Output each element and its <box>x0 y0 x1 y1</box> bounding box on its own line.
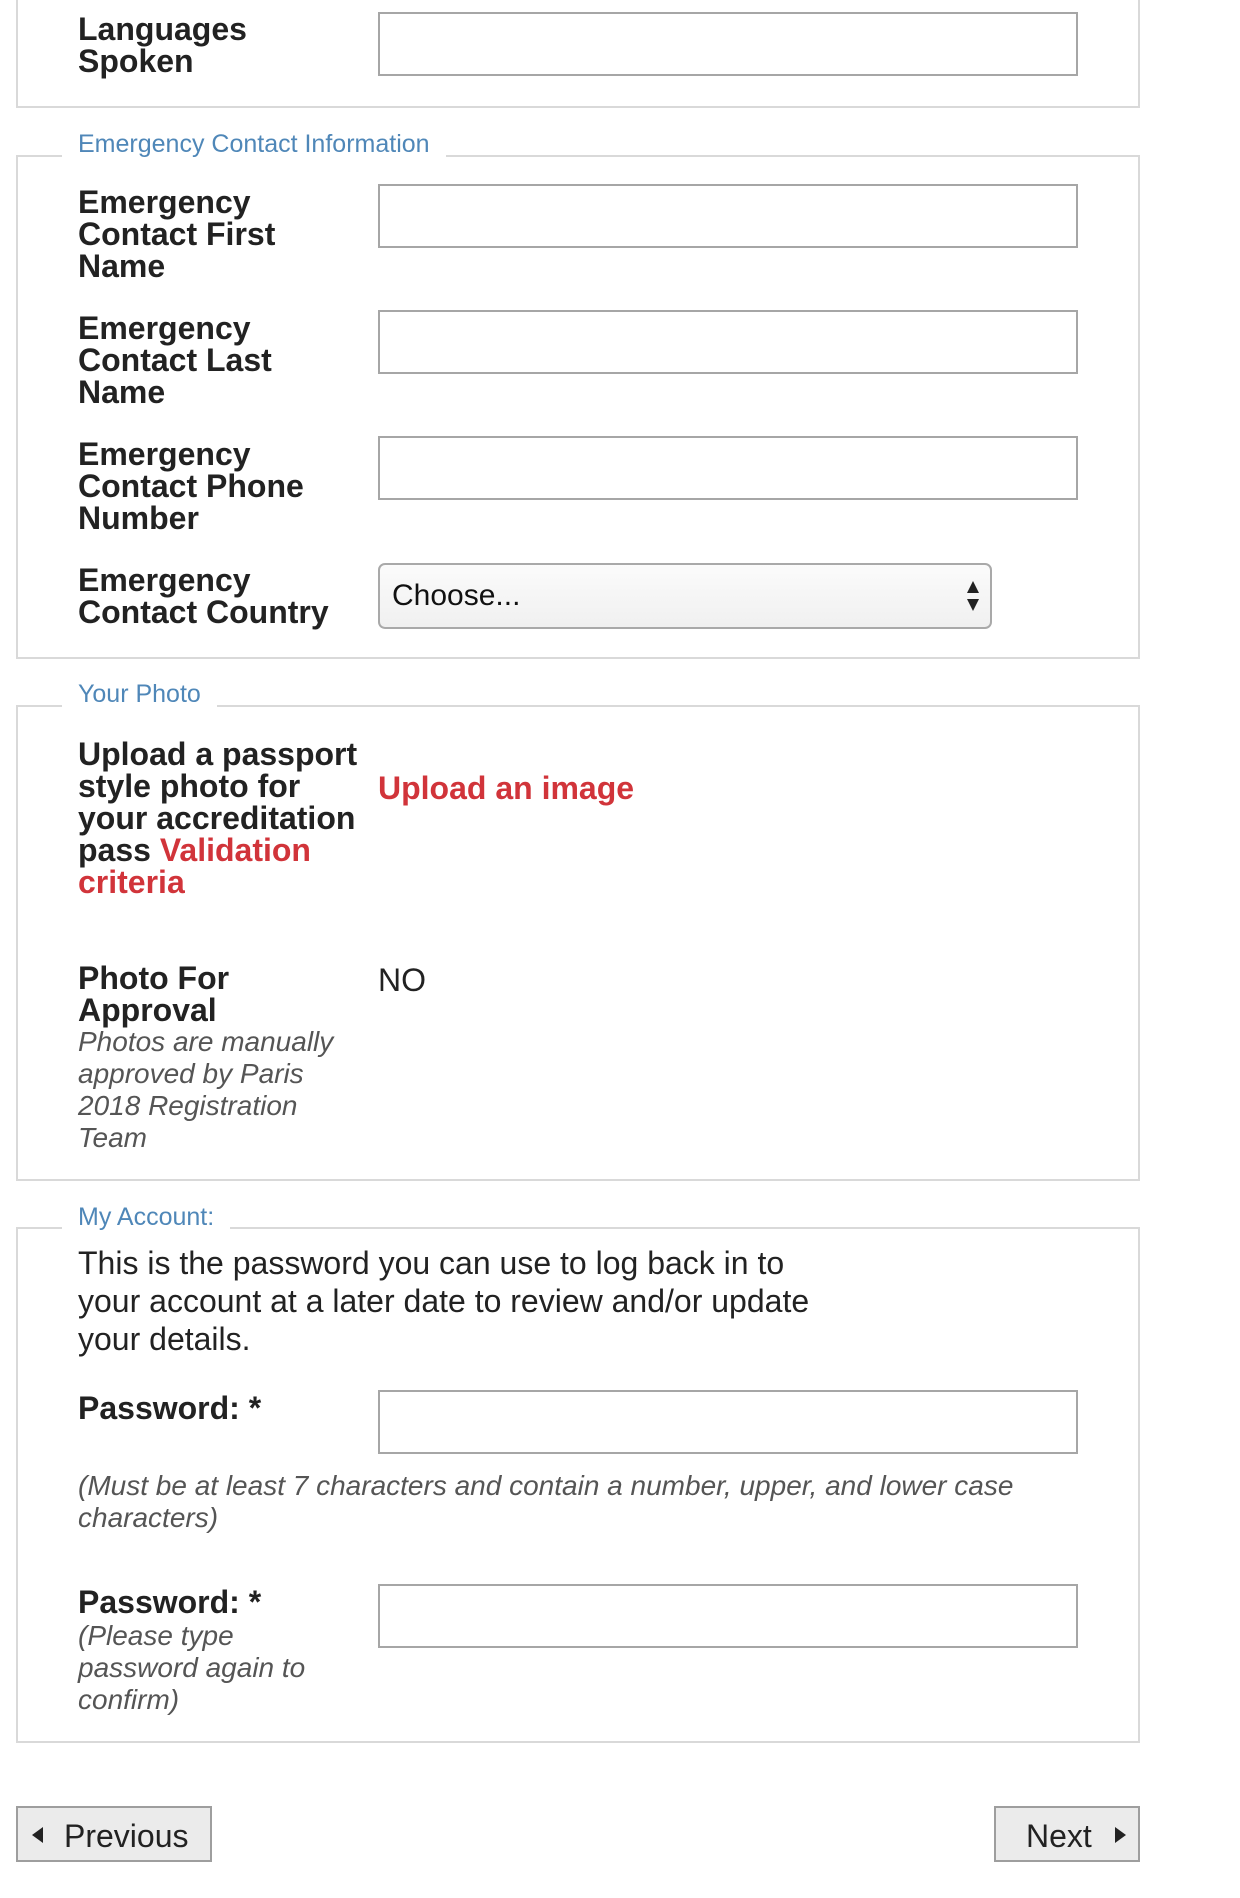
confirm-password-label: Password: * <box>78 1584 262 1620</box>
emergency-country-select[interactable] <box>378 563 992 629</box>
photo-upload-label-text: Upload a passport style photo for your accreditation pass <box>78 736 358 868</box>
password-label: Password: * <box>78 1390 262 1426</box>
languages-input[interactable] <box>378 12 1078 76</box>
next-button[interactable] <box>994 1806 1140 1862</box>
account-intro-text: This is the password you can use to log back in to your account at a later date to review and/or update your details. <box>78 1245 810 1357</box>
emergency-country-label: Emergency Contact Country <box>78 562 329 630</box>
emergency-last-name-input[interactable] <box>378 310 1078 374</box>
arrow-left-icon <box>32 1827 43 1843</box>
previous-button[interactable] <box>16 1806 212 1862</box>
next-button-label: Next <box>1026 1818 1092 1854</box>
confirm-password-input[interactable] <box>378 1584 1078 1648</box>
password-hint: (Must be at least 7 characters and contain a number, upper, and lower case characters) <box>78 1470 1014 1533</box>
emergency-phone-label: Emergency Contact Phone Number <box>78 436 304 536</box>
upload-image-link[interactable]: Upload an image <box>378 770 635 806</box>
previous-button-label: Previous <box>64 1818 189 1854</box>
emergency-last-name-label: Emergency Contact Last Name <box>78 310 272 410</box>
arrow-right-icon <box>1115 1827 1126 1843</box>
photo-approval-label: Photo For Approval <box>78 960 230 1028</box>
confirm-password-hint: (Please type password again to confirm) <box>78 1620 306 1715</box>
emergency-first-name-label: Emergency Contact First Name <box>78 184 276 284</box>
photo-approval-note: Photos are manually approved by Paris 2018 Registration Team <box>78 1026 334 1153</box>
password-input[interactable] <box>378 1390 1078 1454</box>
photo-legend: Your Photo <box>62 679 217 709</box>
select-arrows-icon <box>966 575 980 617</box>
languages-label: Languages Spoken <box>78 11 247 79</box>
emergency-contact-legend: Emergency Contact Information <box>62 129 446 159</box>
photo-approval-value: NO <box>378 962 426 998</box>
validation-criteria-link[interactable]: Validation criteria <box>78 832 311 900</box>
account-legend: My Account: <box>62 1202 230 1232</box>
emergency-country-selected-value: Choose... <box>392 579 521 612</box>
emergency-phone-input[interactable] <box>378 436 1078 500</box>
emergency-first-name-input[interactable] <box>378 184 1078 248</box>
photo-upload-label <box>78 738 368 898</box>
